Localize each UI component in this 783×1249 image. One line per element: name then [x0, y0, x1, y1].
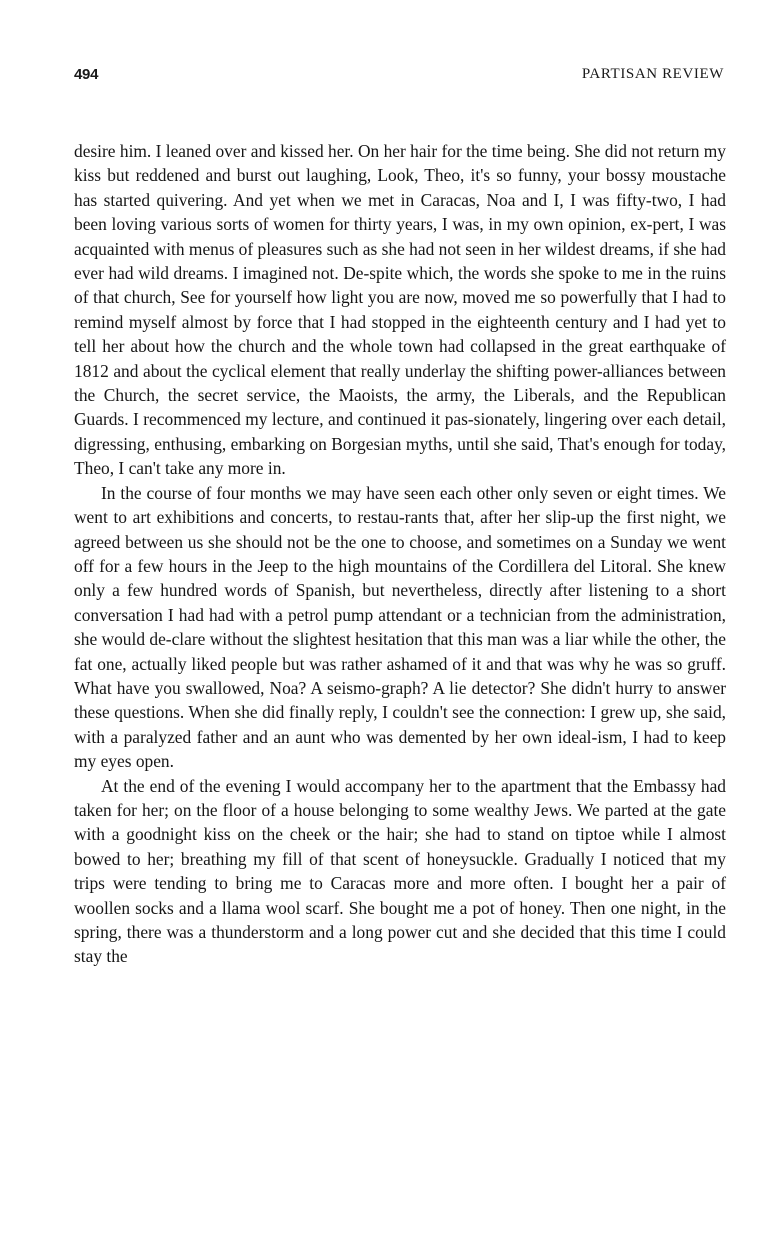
running-head: PARTISAN REVIEW [581, 66, 724, 82]
paragraph-1: desire him. I leaned over and kissed her. On her hair for the time being. She did not return my kiss but reddened and burst out laughing, Look, Theo, it's so funny, your bossy moustache has started quivering. And yet when we met in Caracas, Noa and I, I was fifty-two, I had been loving various sorts of women for thirty years, I was, in my own opinion, ex-pert, I was acquainted with menus of pleasures such as she had not seen in her wildest dreams, if she had ever had wild dreams. I imagined not. De-spite which, the words she spoke to me in the ruins of that church, See for yourself how light you are now, moved me so powerfully that I had to remind myself almost by force that I had stopped in the eighteenth century and I had yet to tell her about how the church and the whole town had collapsed in the great earthquake of 1812 and about the cyclical element that really underlay the shifting power-alliances between the Church, the secret service, the Maoists, the army, the Liberals, and the Republican Guards. I recommenced my lecture, and continued it pas-sionately, lingering over each detail, digressing, enthusing, embarking on Borgesian myths, until she said, That's enough for today, Theo, I can't take any more in. [74, 141, 726, 479]
paragraph-3: At the end of the evening I would accompany her to the apartment that the Embassy had taken for her; on the floor of a house belonging to some wealthy Jews. We parted at the gate with a goodnight kiss on the cheek or the hair; she had to stand on tiptoe while I almost bowed to her; breathing my fill of that scent of honeysuckle. Gradually I noticed that my trips were tending to bring me to Caracas more and more often. I bought her a pair of woollen socks and a llama wool scarf. She bought me a pot of honey. Then one night, in the spring, there was a thunderstorm and a long power cut and she decided that this time I could stay the [74, 775, 726, 967]
page-number: 494 [74, 66, 99, 83]
body-text [74, 139, 726, 969]
page-header [74, 66, 724, 88]
paragraph-2: In the course of four months we may have seen each other only seven or eight times. We went to art exhibitions and concerts, to restau-rants that, after her slip-up the first night, we agreed between us she should not be the one to choose, and sometimes on a Sunday we went off for a few hours in the Jeep to the high mountains of the Cordillera del Litoral. She knew only a few hundred words of Spanish, but nevertheless, directly after listening to a short conversation I had had with a petrol pump attendant or a technician from the administration, she would de-clare without the slightest hesitation that this man was a liar while the other, the fat one, actually liked people but was rather ashamed of it and that was why he was so gruff. What have you swallowed, Noa? A seismo-graph? A lie detector? She didn't hurry to answer these questions. When she did finally reply, I couldn't see the connection: I grew up, she said, with a paralyzed father and an aunt who was demented by her own ideal-ism, I had to keep my eyes open. [74, 482, 726, 772]
